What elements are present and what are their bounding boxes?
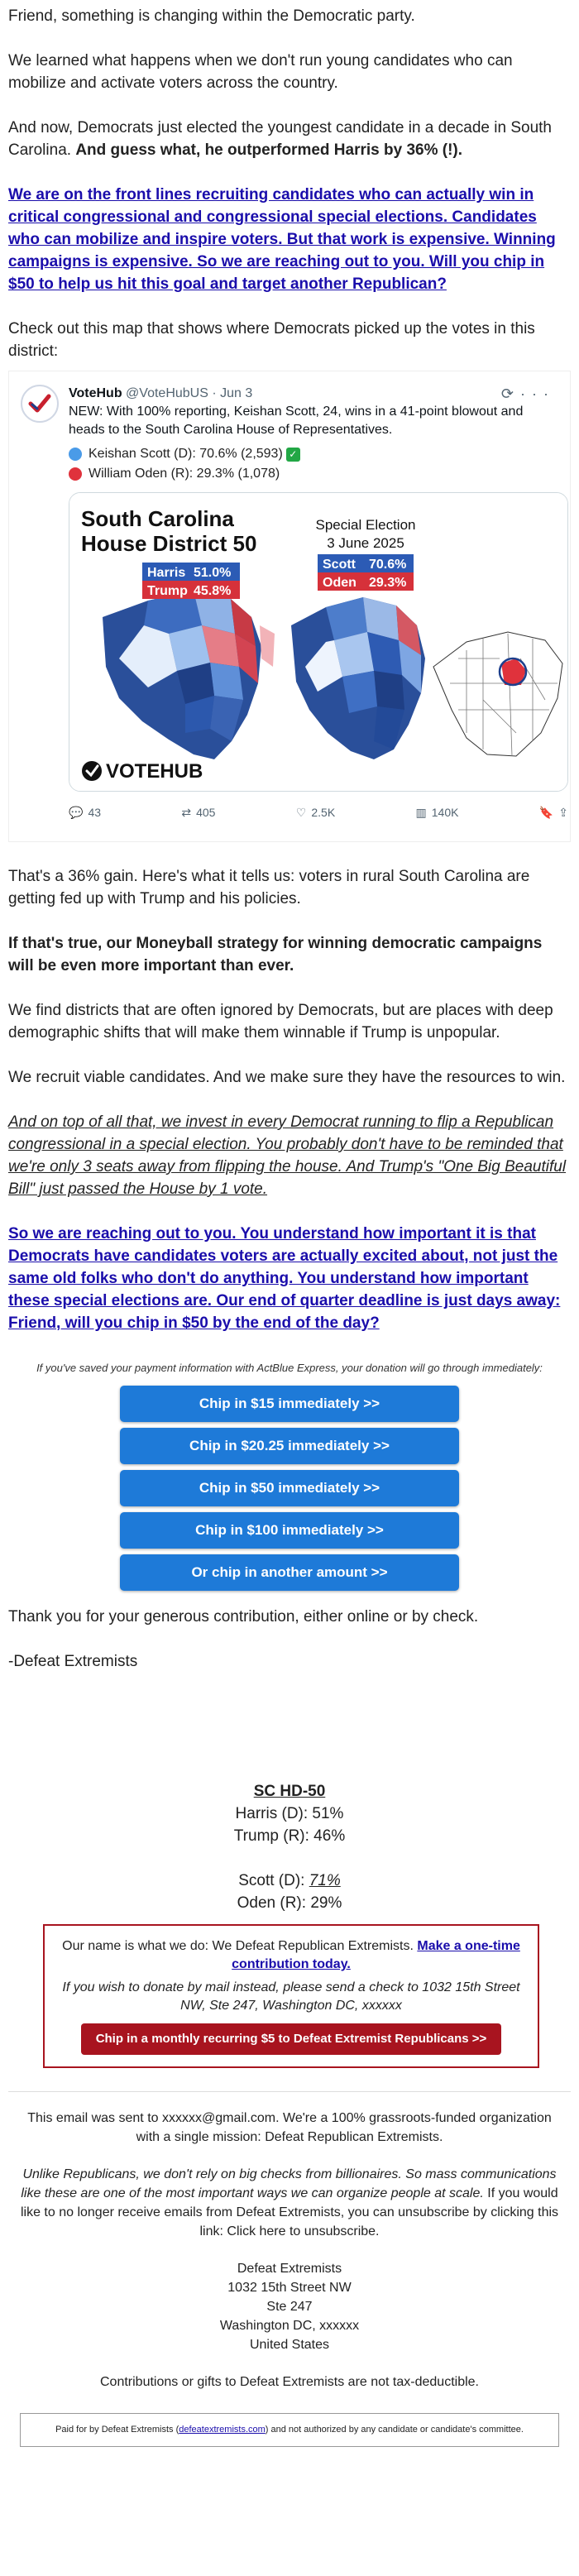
actblue-note: If you've saved your payment information with ActBlue Express, your donation will go through immediately:	[36, 1362, 543, 1374]
map-title-line2: House District 50	[81, 531, 257, 556]
results-summary	[8, 1780, 571, 1914]
check-emoji-icon: ✓	[286, 448, 300, 462]
views-icon: ▥	[415, 806, 427, 819]
special-election-paragraph: And on top of all that, we invest in every Democrat running to flip a Republican congressional in a special election. You probably don't have to be reminded that we're only 3 seats away from flipping the house. And Trump's "One Big Beautiful Bill" just passed the House by 1 vote.	[8, 1113, 567, 1198]
results-heading: SC HD-50	[253, 1783, 326, 1800]
tweet-map-image[interactable]	[69, 492, 568, 792]
like-button[interactable]	[296, 802, 335, 824]
footer-sent-to: This email was sent to xxxxxx@gmail.com. We're a 100% grassroots-funded organization with a single mission: Defeat Republican Extremists.	[27, 2111, 552, 2144]
grok-icon[interactable]: ⟳	[500, 385, 521, 402]
scott-label: Scott	[323, 558, 356, 572]
candidate-rep-result: William Oden (R): 29.3% (1,078)	[89, 467, 280, 481]
scott-value: 70.6%	[369, 558, 407, 572]
box-mission-text: Our name is what we do: We Defeat Republican Extremists.	[62, 1939, 418, 1953]
candidate-row	[69, 464, 558, 484]
tax-disclaimer: Contributions or gifts to Defeat Extremists are not tax-deductible.	[100, 2375, 479, 2389]
tweet-menu-icons[interactable]	[501, 383, 555, 405]
checkmark-logo-icon	[27, 391, 52, 416]
thanks-text: Thank you for your generous contribution, either online or by check.	[8, 1608, 479, 1626]
trump-value: 45.8%	[194, 584, 232, 598]
donate-link[interactable]: We are on the front lines recruiting candidates who can actually win in critical congressional and congressional special elections. Candidates who can mobilize and inspire voters. But that work is expensive. Winning campaigns is expensive. So we are reaching out to you. Will you chip in $50 to help us hit this goal and target another Republican?	[8, 186, 556, 293]
heart-icon: ♡	[295, 806, 307, 819]
candidate-dem-result: Keishan Scott (D): 70.6% (2,593)	[89, 447, 283, 461]
map-intro: Check out this map that shows where Democrats picked up the votes in this district:	[8, 320, 535, 360]
one-time-contribution-link[interactable]: Make a one-time contribution today.	[232, 1939, 520, 1971]
email-footer	[8, 2091, 571, 2392]
strategy-paragraph: We find districts that are often ignored by Democrats, but are places with deep demographic shifts that will make them winnable if Trump is unpopular.	[8, 1002, 553, 1041]
chip-in-50-button[interactable]: Chip in $50 immediately >>	[120, 1470, 459, 1506]
result-line: Scott (D): 71%	[238, 1872, 341, 1889]
scott-pct: 71%	[309, 1872, 341, 1889]
share-icon[interactable]: ⇪	[558, 806, 568, 819]
oden-value: 29.3%	[369, 576, 407, 590]
intro-text: And now, Democrats just elected the youngest candidate in a decade in South Carolina.	[8, 119, 552, 159]
paid-for-disclaimer: Paid for by Defeat Extremists (defeatextremists.com) and not authorized by any candidate or candidate's committee.	[20, 2413, 559, 2447]
reply-icon: 💬	[69, 806, 84, 819]
views-button[interactable]	[416, 802, 459, 824]
repost-icon: ⇄	[181, 806, 192, 819]
footer-unsubscribe-text: Unlike Republicans, we don't rely on big checks from billionaires. So mass communications like these are one of the most important ways we can organize people at scale. If you would like to no longer receive emails from Defeat Extremists, you can unsubscribe by clicking this link: Click here to unsubscribe.	[20, 2167, 559, 2238]
oden-label: Oden	[323, 576, 356, 590]
signoff-text: -Defeat Extremists	[8, 1653, 138, 1670]
tweet-author-handle: @VoteHubUS · Jun 3	[126, 386, 253, 400]
chip-in-20-button[interactable]: Chip in $20.25 immediately >>	[120, 1428, 459, 1464]
intro-greeting: Friend, something is changing within the Democratic party.	[8, 7, 415, 25]
votehub-brand-text: VOTEHUB	[106, 760, 203, 783]
red-dot-icon	[69, 467, 82, 481]
harris-label: Harris	[147, 566, 186, 580]
monthly-recurring-button[interactable]: Chip in a monthly recurring $5 to Defeat Extremist Republicans >>	[81, 2023, 502, 2055]
more-options-icon[interactable]: ···	[520, 385, 555, 402]
tweet-extra-actions	[539, 802, 568, 824]
reply-button[interactable]	[69, 802, 101, 824]
embedded-tweet[interactable]	[8, 371, 571, 842]
chip-in-other-button[interactable]: Or chip in another amount >>	[120, 1554, 459, 1591]
special-election-label: Special Election	[315, 517, 416, 533]
intro-paragraph: We learned what happens when we don't run young candidates who can mobilize and activate voters across the country.	[8, 52, 513, 92]
trump-label: Trump	[147, 584, 188, 598]
result-line: Harris (D): 51%	[235, 1805, 344, 1822]
appeal-paragraph	[8, 184, 571, 295]
chip-in-100-button[interactable]: Chip in $100 immediately >>	[120, 1512, 459, 1549]
result-line: Trump (R): 46%	[233, 1827, 346, 1845]
chip-in-15-button[interactable]: Chip in $15 immediately >>	[120, 1386, 459, 1422]
harris-value: 51.0%	[194, 566, 232, 580]
reply-count: 43	[88, 806, 102, 819]
like-count: 2.5K	[311, 806, 336, 819]
blue-dot-icon	[69, 448, 82, 461]
bookmark-icon[interactable]: 🔖	[538, 806, 554, 819]
donate-link[interactable]: So we are reaching out to you. You understand how important it is that Democrats have candidates voters are actually excited about, not just the same old folks who don't do anything. You understand how important these special elections are. Our end of quarter deadline is just days away: Friend, will you chip in $50 by the end of the day?	[8, 1225, 561, 1332]
intro-bold-text: And guess what, he outperformed Harris by 36% (!).	[75, 141, 463, 159]
defeatextremists-link[interactable]: defeatextremists.com	[179, 2425, 266, 2435]
tweet-author-name: VoteHub	[69, 386, 122, 400]
tweet-text: NEW: With 100% reporting, Keishan Scott, 24, wins in a 41-point blowout and heads to the South Carolina House of Representatives.	[69, 405, 524, 437]
votehub-avatar	[21, 385, 59, 423]
special-election-date: 3 June 2025	[327, 535, 404, 551]
contribution-box	[43, 1924, 539, 2068]
mail-instructions: If you wish to donate by mail instead, please send a check to 1032 15th Street NW, Ste 247, Washington DC, xxxxxx	[62, 1980, 520, 2013]
strategy-paragraph: We recruit viable candidates. And we make sure they have the resources to win.	[8, 1069, 566, 1086]
repost-button[interactable]	[181, 802, 215, 824]
analysis-paragraph: That's a 36% gain. Here's what it tells us: voters in rural South Carolina are getting fed up with Trump and his policies.	[8, 868, 530, 907]
result-line: Oden (R): 29%	[237, 1894, 342, 1912]
district-map-graphic	[69, 493, 568, 792]
appeal-paragraph	[8, 1223, 571, 1334]
strategy-paragraph: If that's true, our Moneyball strategy for winning democratic campaigns will be even more important than ever.	[8, 935, 543, 974]
donate-buttons	[8, 1386, 571, 1591]
map-title-line1: South Carolina	[81, 506, 234, 531]
repost-count: 405	[196, 806, 216, 819]
candidate-row	[69, 444, 558, 464]
unsubscribe-link[interactable]: If you would like to no longer receive emails from Defeat Extremists, you can unsubscribe by clicking this link: Click here to unsubscribe.	[20, 2186, 559, 2238]
intro-paragraph	[8, 117, 571, 161]
view-count: 140K	[431, 806, 459, 819]
tweet-actions	[69, 802, 568, 824]
footer-address: Defeat Extremists 1032 15th Street NW Ste 247 Washington DC, xxxxxx United States	[219, 2262, 360, 2352]
